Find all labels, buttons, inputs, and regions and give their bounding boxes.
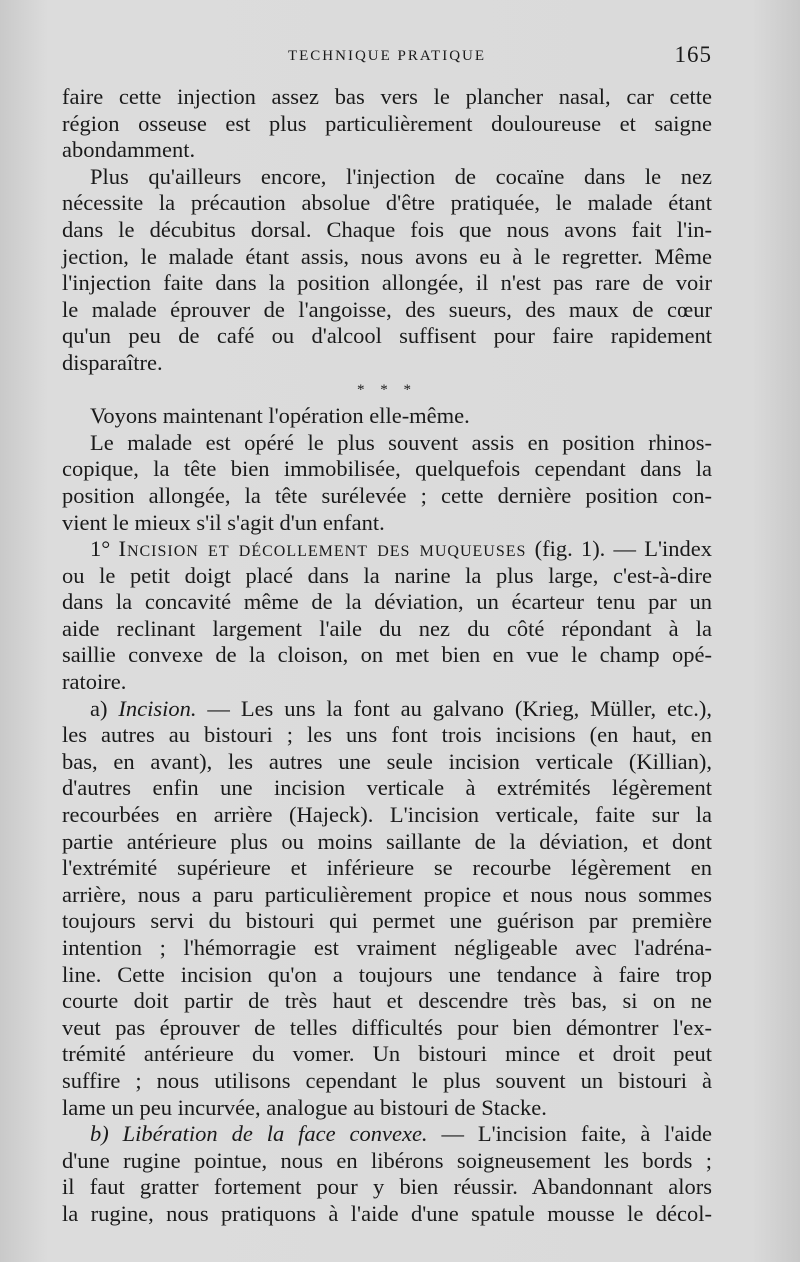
text-line: dans la concavité même de la déviation, un écarteur tenu par un [62,589,712,615]
text-line: partie antérieure plus ou moins saillante de la déviation, et dont [62,828,712,854]
text-line: vient le mieux s'il s'agit d'un enfant. [62,509,385,535]
text-line: courte doit partir de très haut et descendre très bas, si on ne [62,988,712,1014]
text-line: d'une rugine pointue, nous en libérons soigneusement les bords ; [62,1147,712,1173]
text-span: (fig. 1). — L'index [534,536,712,562]
text-line: intention ; l'hémorragie est vraiment négligeable avec l'adréna- [62,935,712,960]
section-number: 1° [90,536,111,562]
text-line: d'autres enfin une incision verticale à extrémités légèrement [62,775,712,801]
text-line: recourbées en arrière (Hajeck). L'incision verticale, faite sur la [62,802,712,828]
running-title: TECHNIQUE PRATIQUE [287,48,487,64]
subsection-heading-line [62,696,712,723]
text-line: Le malade est opéré le plus souvent assis en position rhinos- [90,429,712,455]
text-line: région osseuse est plus particulièrement douloureuse et saigne [62,110,712,136]
text-span: — Les uns la font au galvano (Krieg, Müller, etc.), [207,695,713,721]
text-line: veut pas éprouver de telles difficultés pour bien démontrer l'ex- [62,1014,712,1040]
text-line: abondamment. [62,137,196,163]
text-line: saillie convexe de la cloison, on met bien en vue le champ opé- [62,642,712,668]
text-line: ratoire. [62,669,127,695]
text-line: Plus qu'ailleurs encore, l'injection de cocaïne dans le nez [90,163,712,189]
text-line: copique, la tête bien immobilisée, quelquefois cependant dans la [62,456,712,482]
text-span: — L'incision faite, à l'aide [441,1121,712,1147]
section-heading-line [62,536,712,563]
text-line: ou le petit doigt placé dans la narine la plus large, c'est-à-dire [62,562,712,588]
page-header [62,44,712,74]
section-separator: * * * [357,381,417,398]
text-line: line. Cette incision qu'on a toujours une tendance à faire trop [62,961,712,987]
text-line: bas, en avant), les autres une seule incision verticale (Killian), [62,748,712,774]
text-line: suffire ; nous utilisons cependant le plus souvent un bistouri à [62,1067,712,1093]
text-line: qu'un peu de café ou d'alcool suffisent pour faire rapidement [62,323,712,349]
text-line: dans le décubitus dorsal. Chaque fois que nous avons fait l'in- [62,216,712,242]
section-heading: Incision et décollement des muqueuses [118,536,527,562]
body-text [62,84,712,1228]
text-line: arrière, nous a paru particulièrement propice et nous nous sommes [62,881,712,907]
text-line: Voyons maintenant l'opération elle-même. [90,403,470,429]
subsection-heading-line [62,1121,712,1148]
text-line: disparaître. [62,349,163,375]
text-line: nécessite la précaution absolue d'être pratiquée, le malade étant [62,190,712,216]
subsection-label: b) [90,1121,109,1147]
subsection-heading: Libération de la face convexe. [122,1121,428,1147]
text-line: l'injection faite dans la position allongée, il n'est pas rare de voir [62,270,712,296]
text-line: le malade éprouver de l'angoisse, des sueurs, des maux de cœur [62,296,712,322]
text-line: toujours servi du bistouri qui permet une guérison par première [62,908,712,934]
text-line: trémité antérieure du vomer. Un bistouri mince et droit peut [62,1041,712,1067]
text-line: les autres au bistouri ; les uns font trois incisions (en haut, en [62,722,712,748]
text-line: position allongée, la tête surélevée ; cette dernière position con- [62,482,712,508]
subsection-label: a) [90,695,108,721]
text-line: l'extrémité supérieure et inférieure se recourbe légèrement en [62,855,712,881]
subsection-heading: Incision. [118,695,197,721]
text-line: il faut gratter fortement pour y bien réussir. Abandonnant alors [62,1174,712,1200]
text-line: la rugine, nous pratiquons à l'aide d'une spatule mousse le décol- [62,1200,712,1226]
text-line: aide reclinant largement l'aile du nez du côté répondant à la [62,615,712,641]
text-line: faire cette injection assez bas vers le plancher nasal, car cette [62,84,712,109]
text-line: jection, le malade étant assis, nous avons eu à le regretter. Même [62,243,712,269]
text-line: lame un peu incurvée, analogue au bistouri de Stacke. [62,1094,547,1120]
page-number: 165 [674,42,712,67]
